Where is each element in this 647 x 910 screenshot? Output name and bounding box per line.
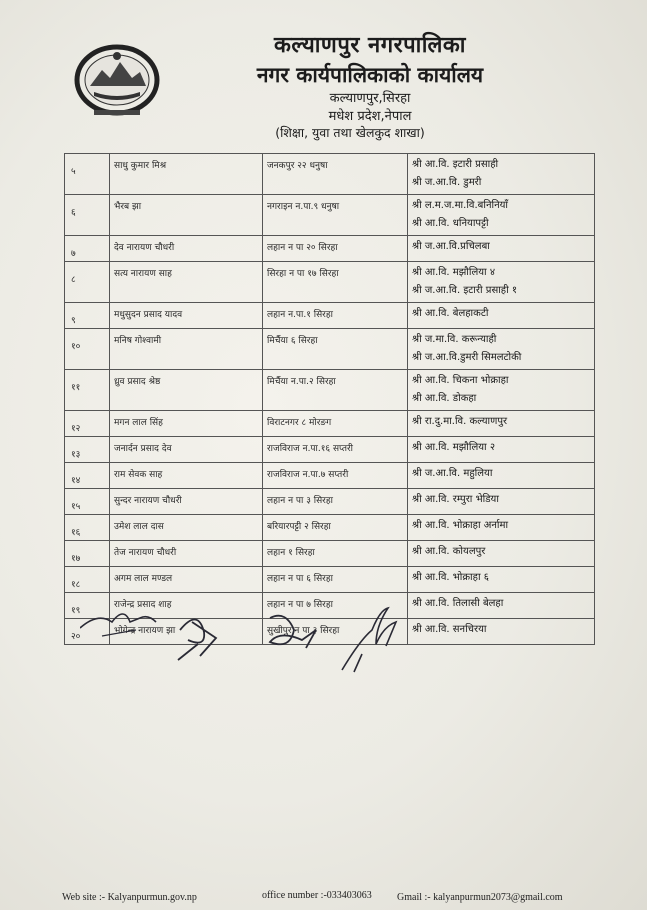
signature-2 [178, 619, 216, 660]
row-number: १४ [65, 463, 110, 489]
school-name: श्री आ.वि. भोक्राहा अर्नामा [412, 520, 509, 531]
school-name: श्री ल.म.ज.मा.वि.बनिनियाँ [412, 200, 509, 211]
teacher-address: मिर्चैया ६ सिरहा [263, 329, 408, 370]
row-number: ६ [65, 195, 110, 236]
teacher-name: राजेन्द्र प्रसाद शाह [110, 593, 263, 619]
school-name: श्री ज.आ.वि.प्रचिलबा [412, 241, 490, 252]
row-number: १९ [65, 593, 110, 619]
teacher-address: लहान न पा ६ सिरहा [263, 567, 408, 593]
signature-4 [342, 608, 396, 672]
school-list [408, 437, 595, 463]
teacher-address: नगराइन न.पा.९ धनुषा [263, 195, 408, 236]
table-row [65, 489, 595, 515]
table-row [65, 154, 595, 195]
school-name: श्री ज.आ.वि. इटारी प्रसाही १ [412, 285, 518, 296]
table-row [65, 437, 595, 463]
office-branch: (शिक्षा, युवा तथा खेलकुद शाखा) [275, 125, 425, 140]
school-name: श्री ज.मा.वि. करून्याही [412, 334, 497, 345]
row-number: ५ [65, 154, 110, 195]
row-number: ११ [65, 370, 110, 411]
table-row [65, 515, 595, 541]
office-province: मधेश प्रदेश,नेपाल [328, 109, 412, 124]
school-name: श्री आ.वि. डोकहा [412, 393, 477, 404]
municipality-name: कल्याणपुर नगरपालिका [274, 32, 466, 58]
office-header [170, 30, 570, 141]
table-row [65, 262, 595, 303]
teacher-name: ध्रुव प्रसाद श्रेष्ठ [110, 370, 263, 411]
table-row [65, 236, 595, 262]
teacher-address: सुखीपुर न पा ३ सिरहा [263, 619, 408, 645]
teacher-name: मनिष गोश्वामी [110, 329, 263, 370]
table-row [65, 567, 595, 593]
school-list [408, 411, 595, 437]
school-list [408, 567, 595, 593]
school-name: श्री आ.वि. सनचिरया [412, 624, 487, 635]
table-row [65, 370, 595, 411]
table-row [65, 541, 595, 567]
school-name: श्री ज.आ.वि. महुलिया [412, 468, 493, 479]
school-name: श्री ज.आ.वि.डुमरी सिमलटोकी [412, 352, 522, 363]
teacher-name: भैरब झा [110, 195, 263, 236]
table-row [65, 195, 595, 236]
school-list [408, 593, 595, 619]
school-list [408, 463, 595, 489]
table-row [65, 329, 595, 370]
school-name: श्री आ.वि. मझौलिया २ [412, 442, 496, 453]
school-name: श्री आ.वि. इटारी प्रसाही [412, 159, 499, 170]
teacher-address: लहान १ सिरहा [263, 541, 408, 567]
teacher-name: साधु कुमार मिश्र [110, 154, 263, 195]
teacher-address: सिरहा न पा १७ सिरहा [263, 262, 408, 303]
row-number: ८ [65, 262, 110, 303]
teacher-name: देव नारायण चौधरी [110, 236, 263, 262]
row-number: १८ [65, 567, 110, 593]
school-name: श्री आ.वि. धनियापट्टी [412, 218, 489, 229]
row-number: ९ [65, 303, 110, 329]
email-text: Gmail :- kalyanpurmun2073@gmail.com [397, 892, 563, 903]
teacher-address: लहान न.पा.१ सिरहा [263, 303, 408, 329]
website-text: Web site :- Kalyanpurmun.gov.np [62, 892, 197, 903]
teacher-address: मिर्चैया न.पा.२ सिरहा [263, 370, 408, 411]
school-list [408, 329, 595, 370]
teacher-name: सत्य नारायण साह [110, 262, 263, 303]
row-number: १० [65, 329, 110, 370]
row-number: १६ [65, 515, 110, 541]
row-number: १२ [65, 411, 110, 437]
school-list [408, 541, 595, 567]
school-list [408, 262, 595, 303]
school-name: श्री ज.आ.वि. डुमरी [412, 177, 482, 188]
teacher-address: लहान न पा २० सिरहा [263, 236, 408, 262]
teacher-name: अगम लाल मण्डल [110, 567, 263, 593]
teacher-name: जनार्दन प्रसाद देव [110, 437, 263, 463]
school-name: श्री आ.वि. बेलहाकटी [412, 308, 489, 319]
teacher-address: राजविराज न.पा.७ सप्तरी [263, 463, 408, 489]
table-row [65, 411, 595, 437]
school-name: श्री आ.वि. तिलासी बेलहा [412, 598, 504, 609]
teacher-name: उमेश लाल दास [110, 515, 263, 541]
school-name: श्री आ.वि. रम्पुरा भेडिया [412, 494, 499, 505]
row-number: १५ [65, 489, 110, 515]
teacher-name: मगन लाल सिंह [110, 411, 263, 437]
teacher-name: मधुसुदन प्रसाद यादव [110, 303, 263, 329]
teacher-name: तेज नारायण चौधरी [110, 541, 263, 567]
teacher-name: राम सेवक साह [110, 463, 263, 489]
teacher-name: सुन्दर नारायण चौधरी [110, 489, 263, 515]
row-number: २० [65, 619, 110, 645]
office-number-text: office number :-033403063 [262, 890, 372, 901]
teacher-address: लहान न पा ७ सिरहा [263, 593, 408, 619]
signature-3 [270, 616, 316, 648]
school-list [408, 236, 595, 262]
signatures [80, 600, 410, 680]
signature-1 [80, 614, 156, 628]
row-number: ७ [65, 236, 110, 262]
school-name: श्री आ.वि. कोयलपुर [412, 546, 486, 557]
teacher-address: लहान न पा ३ सिरहा [263, 489, 408, 515]
school-name: श्री आ.वि. भोक्राहा ६ [412, 572, 489, 583]
teacher-name: भोगेन्द्र नारायण झा [110, 619, 263, 645]
school-list [408, 619, 595, 645]
school-list [408, 195, 595, 236]
office-location: कल्याणपुर,सिरहा [329, 91, 411, 106]
row-number: १३ [65, 437, 110, 463]
table-row [65, 303, 595, 329]
teacher-address: बरियारपट्टी २ सिरहा [263, 515, 408, 541]
school-list [408, 515, 595, 541]
teacher-address: राजविराज न.पा.१६ सप्तरी [263, 437, 408, 463]
school-name: श्री रा.दु.मा.वि. कल्याणपुर [412, 416, 508, 427]
government-emblem-icon [74, 44, 160, 118]
office-name: नगर कार्यपालिकाको कार्यालय [256, 62, 484, 87]
teacher-school-table [64, 153, 595, 645]
school-list [408, 489, 595, 515]
school-list [408, 303, 595, 329]
school-list [408, 370, 595, 411]
school-list [408, 154, 595, 195]
table-row [65, 463, 595, 489]
school-name: श्री आ.वि. मझौलिया ४ [412, 267, 496, 278]
school-name: श्री आ.वि. चिकना भोक्राहा [412, 375, 509, 386]
teacher-address: विराटनगर ८ मोरङग [263, 411, 408, 437]
teacher-address: जनकपुर २२ धनुषा [263, 154, 408, 195]
row-number: १७ [65, 541, 110, 567]
